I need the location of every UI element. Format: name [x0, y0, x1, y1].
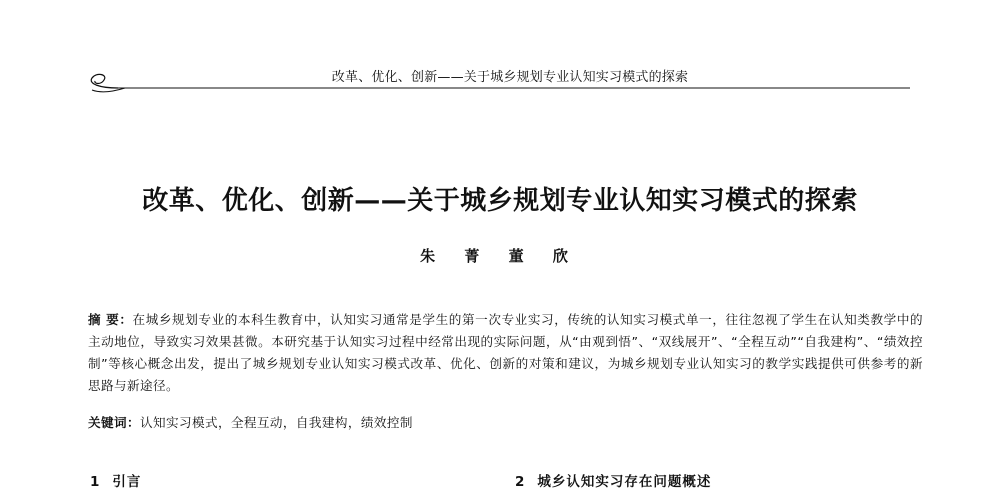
paper-title: 改革、优化、创新——关于城乡规划专业认知实习模式的探索: [142, 186, 858, 216]
abstract: [88, 309, 923, 397]
section-number: 2: [515, 474, 526, 490]
section-heading-introduction: [90, 470, 141, 490]
section-number: 1: [90, 474, 101, 490]
abstract-text: 在城乡规划专业的本科生教育中，认知实习通常是学生的第一次专业实习，传统的认知实习模式单一，往往忽视了学生在认知类教学中的主动地位，导致实习效果甚微。本研究基于认知实习过程中经常出现的实际问题，从“由观到悟”、“双线展开”、“全程互动”“自我建构”、“绩效控制”等核心概念出发，提出了城乡规划专业认知实习模式改革、优化、创新的对策和建议，为城乡规划专业认知实习的教学实践提供可供参考的新思路与新途径。: [88, 312, 923, 393]
section-title: 城乡认知实习存在问题概述: [537, 474, 712, 490]
keywords-label: 关键词：: [88, 415, 140, 430]
keywords-text: 认知实习模式，全程互动，自我建构，绩效控制: [139, 415, 413, 430]
section-title: 引言: [112, 474, 142, 490]
running-header-text: 改革、优化、创新——关于城乡规划专业认知实习模式的探索: [331, 70, 689, 85]
paper-authors: 朱 菁 董 欣: [420, 247, 580, 265]
section-heading-problems: [515, 470, 711, 490]
keywords: [88, 412, 923, 434]
running-header: [0, 60, 1000, 100]
abstract-label: 摘 要：: [88, 312, 133, 327]
